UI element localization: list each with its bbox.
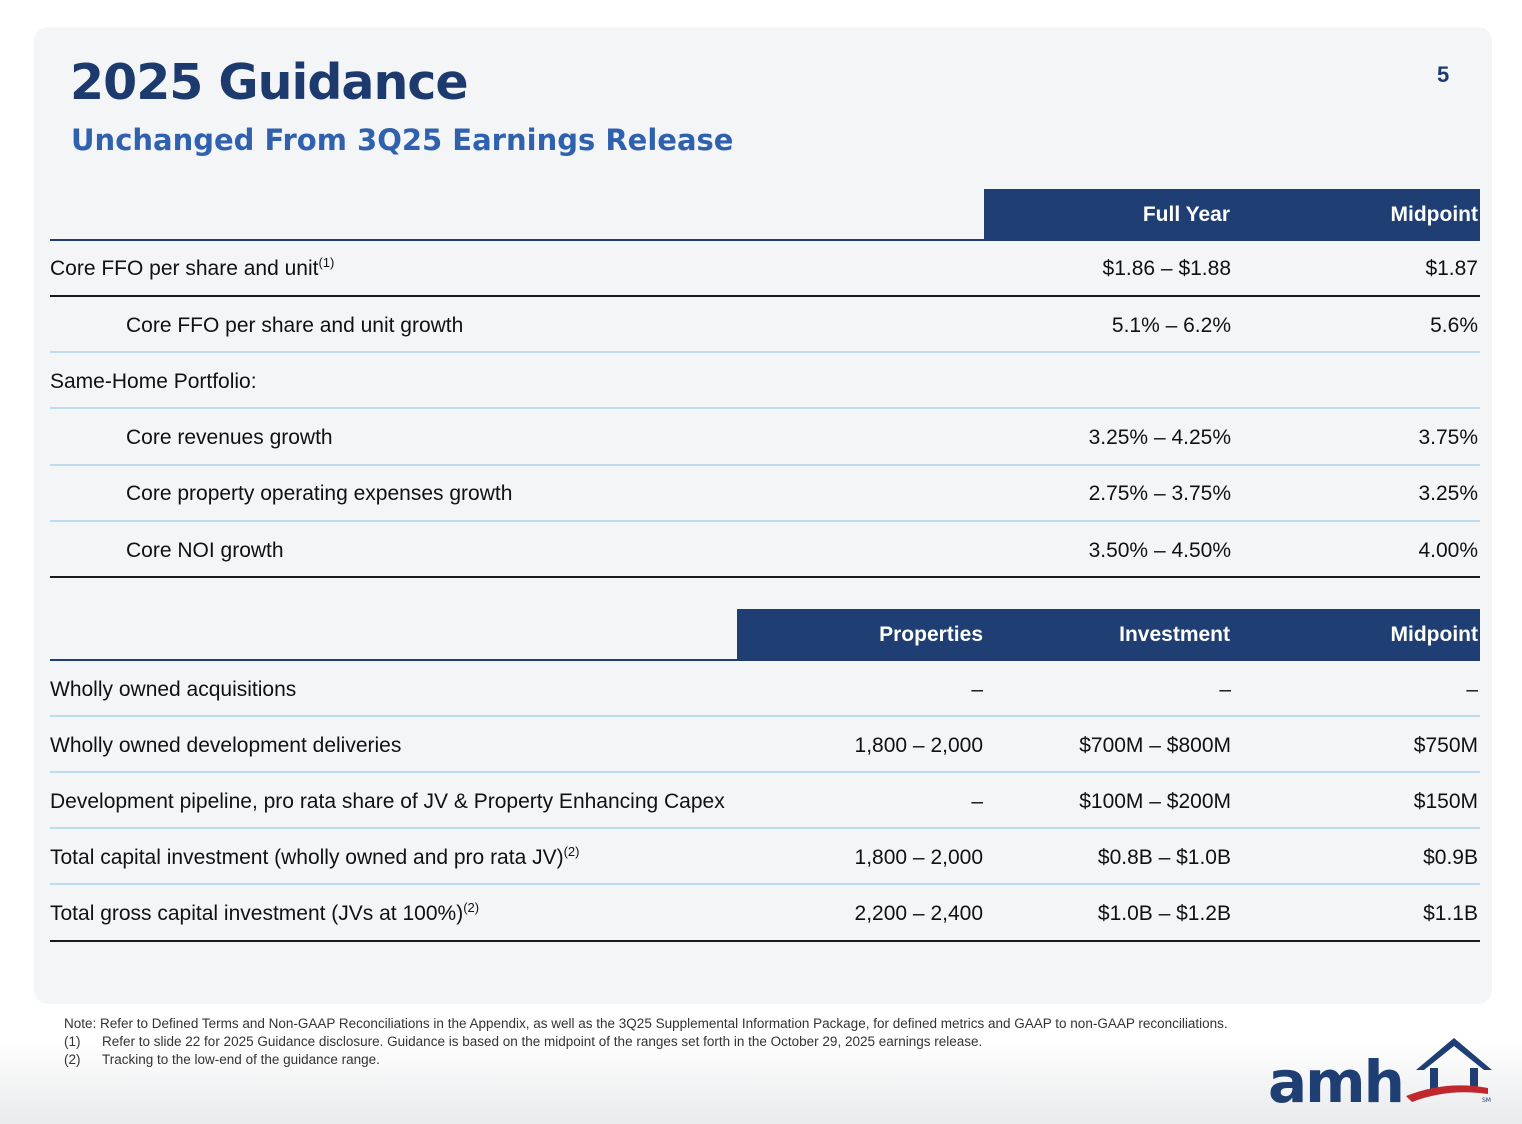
header-midpoint: Midpoint xyxy=(1390,203,1478,226)
investment-value: $0.8B – $1.0B xyxy=(1097,846,1231,869)
row-label: Core property operating expenses growth xyxy=(126,482,513,505)
midpoint-value: 3.75% xyxy=(1418,426,1478,449)
properties-value: – xyxy=(971,678,983,701)
full-year-value: 3.25% – 4.25% xyxy=(1088,426,1231,449)
row-label: Core revenues growth xyxy=(126,426,333,449)
page-subtitle: Unchanged From 3Q25 Earnings Release xyxy=(71,123,734,157)
row-divider xyxy=(50,883,1480,885)
midpoint-value: 4.00% xyxy=(1418,539,1478,562)
row-divider xyxy=(50,407,1480,409)
table1-header xyxy=(984,189,1480,241)
properties-value: – xyxy=(971,790,983,813)
row-divider xyxy=(50,520,1480,522)
table1-bottom-rule xyxy=(50,576,1480,578)
footnotes xyxy=(64,1015,1228,1069)
table-row xyxy=(50,830,1480,886)
row-divider xyxy=(50,827,1480,829)
row-label: Core FFO per share and unit growth xyxy=(126,314,464,337)
header-midpoint: Midpoint xyxy=(1390,623,1478,646)
footnote-ref: (2) xyxy=(563,844,580,859)
table-row xyxy=(50,523,1480,579)
footnote-ref: (2) xyxy=(463,900,480,915)
full-year-value: 2.75% – 3.75% xyxy=(1088,482,1231,505)
row-divider xyxy=(50,351,1480,353)
row-label: Wholly owned acquisitions xyxy=(50,678,297,701)
properties-value: 2,200 – 2,400 xyxy=(854,902,983,925)
table-row xyxy=(50,774,1480,830)
investment-value: $700M – $800M xyxy=(1079,734,1231,757)
table2-header-rule xyxy=(50,659,1480,661)
table-row xyxy=(50,718,1480,774)
table2-header xyxy=(737,609,1480,661)
midpoint-value: $1.87 xyxy=(1425,257,1478,280)
midpoint-value: – xyxy=(1466,678,1478,701)
footnote-item xyxy=(64,1033,1228,1051)
row-label: Development pipeline, pro rata share of JV & Property Enhancing Capex xyxy=(50,790,725,813)
table2-bottom-rule xyxy=(50,940,1480,942)
row-divider xyxy=(50,771,1480,773)
swoosh-icon xyxy=(1406,1085,1488,1102)
midpoint-value: 5.6% xyxy=(1430,314,1478,337)
page-number: 5 xyxy=(1437,62,1450,87)
full-year-value: $1.86 – $1.88 xyxy=(1102,257,1231,280)
footnote-text: Tracking to the low-end of the guidance range. xyxy=(102,1052,380,1067)
row-label-text: Total gross capital investment (JVs at 100%) xyxy=(50,902,464,925)
investment-value: $100M – $200M xyxy=(1079,790,1231,813)
table-row xyxy=(50,298,1480,354)
row-label: Core NOI growth xyxy=(126,539,284,562)
midpoint-value: 3.25% xyxy=(1418,482,1478,505)
investment-value: $1.0B – $1.2B xyxy=(1097,902,1231,925)
properties-value: 1,800 – 2,000 xyxy=(854,734,983,757)
row-divider xyxy=(50,295,1480,297)
investment-value: – xyxy=(1219,678,1231,701)
row-label-text: Total capital investment (wholly owned and pro rata JV) xyxy=(50,846,564,869)
table-row xyxy=(50,354,1480,410)
midpoint-value: $1.1B xyxy=(1423,902,1478,925)
footnote-ref: (1) xyxy=(318,255,335,270)
properties-value: 1,800 – 2,000 xyxy=(854,846,983,869)
table-row xyxy=(50,410,1480,466)
house-roof-icon xyxy=(1416,1038,1492,1070)
midpoint-value: $0.9B xyxy=(1423,846,1478,869)
row-label xyxy=(50,886,479,942)
table-row xyxy=(50,241,1480,297)
footnote-note: Note: Refer to Defined Terms and Non-GAAP Reconciliations in the Appendix, as well as the 3Q25 Supplemental Information Package, for defined metrics and GAAP to non-GAAP reconciliations. xyxy=(64,1016,1228,1031)
row-label xyxy=(50,241,334,297)
row-divider xyxy=(50,715,1480,717)
midpoint-value: $150M xyxy=(1413,790,1478,813)
midpoint-value: $750M xyxy=(1413,734,1478,757)
full-year-value: 5.1% – 6.2% xyxy=(1111,314,1231,337)
logo-wordmark: amh xyxy=(1268,1048,1403,1110)
service-mark: SM xyxy=(1482,1097,1491,1104)
row-label-text: Core FFO per share and unit xyxy=(50,257,319,280)
row-label xyxy=(50,830,579,886)
footnote-item xyxy=(64,1051,1228,1069)
table-row xyxy=(50,662,1480,718)
footnote-number: (2) xyxy=(64,1052,81,1067)
table-row xyxy=(50,466,1480,522)
row-label: Wholly owned development deliveries xyxy=(50,734,402,757)
header-properties: Properties xyxy=(879,623,983,646)
section-label: Same-Home Portfolio: xyxy=(50,370,257,393)
full-year-value: 3.50% – 4.50% xyxy=(1088,539,1231,562)
amh-logo xyxy=(1266,1030,1496,1110)
table-row xyxy=(50,886,1480,942)
header-full-year: Full Year xyxy=(1142,203,1230,226)
footnote-number: (1) xyxy=(64,1034,81,1049)
header-investment: Investment xyxy=(1119,623,1230,646)
page-title: 2025 Guidance xyxy=(70,54,468,111)
footnote-text: Refer to slide 22 for 2025 Guidance disclosure. Guidance is based on the midpoint of the ranges set forth in the October 29, 2025 earnings release. xyxy=(102,1034,983,1049)
